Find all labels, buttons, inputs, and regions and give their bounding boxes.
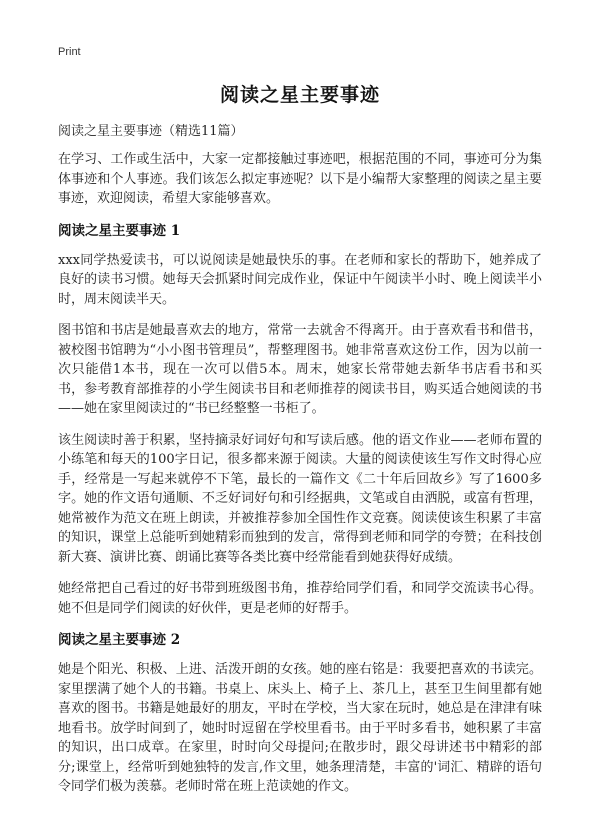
section-heading: 阅读之星主要事迹 2 <box>58 632 181 648</box>
section-heading: 阅读之星主要事迹 1 <box>58 222 181 239</box>
intro-paragraph: 在学习、工作或生活中，大家一定都接触过事迹吧，根据范围的不同，事迹可分为集体事迹和个人事迹。我们该怎么拟定事迹呢？以下是小编帮大家整理的阅读之星主要事迹，欢迎阅读，希望大家能够喜欢。 <box>58 152 542 206</box>
section-paragraph: 她经常把自己看过的好书带到班级图书角，推荐给同学们看，和同学交流读书心得。她不但是同学们阅读的好伙伴，更是老师的好帮手。 <box>58 581 542 616</box>
section-paragraph: 图书馆和书店是她最喜欢去的地方，常常一去就舍不得离开。由于喜欢看书和借书，被校图书馆聘为“小小图书管理员”，帮整理图书。她非常喜欢这份工作，因为以前一次只能借1本书，现在一次可以借5本。周末，她家长常带她去新华书店看书和买书，参考教育部推荐的小学生阅读书目和老师推荐的阅读书目，购买适合她阅读的书——她在家里阅读过的“书已经整整一书柜了。 <box>58 323 542 416</box>
section-paragraph: 她是个阳光、积极、上进、活泼开朗的女孩。她的座右铭是：我要把喜欢的书读完。家里摆满了她个人的书籍。书桌上、床头上、椅子上、茶几上，甚至卫生间里都有她喜欢的图书。书籍是她最好的朋友，平时在学校，当大家在玩时，她总是在津津有味地看书。放学时间到了，她时时逗留在学校里看书。由于平时多看书，她积累了丰富的知识，出口成章。在家里，时时向父母提问;在散步时，跟父母讲述书中精彩的部分;课堂上，经常听到她独特的发言,作文里，她条理清楚，丰富的'词汇、精辟的语句令同学们极为羡慕。老师时常在班上范读她的作文。 <box>58 662 542 794</box>
document-subtitle: 阅读之星主要事迹（精选11篇） <box>58 124 244 139</box>
section-paragraph: 该生阅读时善于积累，坚持摘录好词好句和写读后感。他的语文作业——老师布置的小练笔和每天的100字日记，很多都来源于阅读。大量的阅读使该生写作文时得心应手，经常是一写起来就停不下笔，最长的一篇作文《二十年后回故乡》写了1600多字。她的作文语句通顺、不乏好词好句和引经据典，文笔或自由洒脱，或富有哲理，她常被作为范文在班上朗读，并被推荐参加全国性作文竞赛。阅读使该生积累了丰富的知识，课堂上总能听到她精彩而独到的发言，常得到老师和同学的夸赞；在科技创新大赛、演讲比赛、朗诵比赛等各类比赛中经常能看到她获得好成绩。 <box>58 432 542 565</box>
document-body <box>58 150 542 809</box>
page-title: 阅读之星主要事迹 <box>219 84 380 106</box>
section-paragraph: xxx同学热爱读书，可以说阅读是她最快乐的事。在老师和家长的帮助下，她养成了良好的读书习惯。她每天会抓紧时间完成作业，保证中午阅读半小时、晚上阅读半小时，周末阅读半天。 <box>58 252 542 307</box>
print-link[interactable]: Print <box>58 46 81 58</box>
